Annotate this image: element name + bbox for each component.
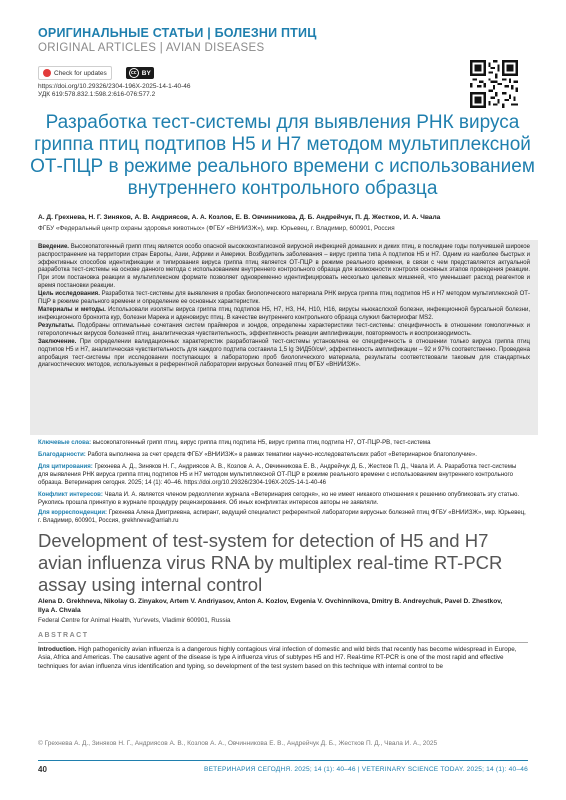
abstract-conclusion: Заключение. При определении валидационных характеристик разработанной тест-системы установлена ее специфичность в отношении только вируса гриппа птиц подтипов Н5 и Н7, аналитическая чувствительность для каждого подтипа составила 1,5 lg ЭИД50/см³, эффективность амплификации – 92 и 97% соответственно. Проведена апробация тест-системы при исследовании поступающих в лабораторию проб биологического материала, результаты соответствовали таковым для стандартных диагностических методов, используемых в референтной лаборатории вирусных болезней птиц ФГБУ «ВНИИЗЖ».: [38, 339, 530, 369]
check-for-updates-button[interactable]: [38, 66, 112, 80]
abstract-methods: Материалы и методы. Использовали изоляты вируса гриппа птиц подтипов Н5, Н7, Н3, Н4, Н10, Н16, вирусы ньюкаслской болезни, инфекционной бурсальной болезни, инфекционного бронхита кур, болезни Марека и аденовирус птиц. В качестве внутреннего контрольного образца служил бактериофаг MS2.: [38, 307, 530, 321]
article-title-en: Development of test-system for detection of H5 and H7 avian influenza virus RNA by multiplex real-time RT-PCR assay using internal control: [38, 530, 503, 595]
abstract-en-text: Introduction. High pathogenicity avian influenza is a dangerous highly contagious viral infection of domestic and wild birds that recently has become widespread in Europe, Asia, Africa and Americas. The causative agent of the disease is type A influenza virus of subtypes H5 and H7. Real-time RT-PCR is one of the most rapid and effective techniques for avian influenza virus identification and typing, so development of the test system based on this technique with internal control to be: [38, 646, 517, 670]
journal-running-footer: ВЕТЕРИНАРИЯ СЕГОДНЯ. 2025; 14 (1): 40–46 | VETERINARY SCIENCE TODAY. 2025; 14 (1): 40–46: [203, 766, 528, 773]
doi-link[interactable]: https://doi.org/10.29326/2304-196X-2025-14-1-40-46: [38, 83, 191, 90]
udk-code: УДК 619:578.832.1:598.2:616-076:577.2: [38, 91, 156, 99]
affiliation-en: Federal Centre for Animal Health, Yur'evets, Vladimir 600901, Russia: [38, 617, 231, 624]
conflict-of-interest-ru: Конфликт интересов: Чвала И. А. является членом редколлегии журнала «Ветеринария сегодня», но не имеет никакого отношения к решению опубликовать эту статью. Рукопись прошла принятую в журнале процедуру рецензирования. Об иных конфликтах интересов авторы не заявляли.: [38, 492, 520, 506]
doi-block: [38, 83, 191, 100]
correspondence-ru: Для корреспонденции: Грехнева Алена Дмитриевна, аспирант, ведущий специалист референтной лаборатории вирусных болезней птиц ФГБУ «ВНИИЗЖ», мкр. Юрьевец, г. Владимир, 600901, Россия, grekhneva@arriah.ru: [38, 510, 526, 524]
abstract-introduction: Введение. Высокопатогенный грипп птиц является особо опасной высококонтагиозной вирусной инфекцией домашних и диких птиц, в последние годы получившей широкое распространение на территории стран Европы, Азии, Африки и Америки. Возбудитель заболевания – вирус гриппа типа А подтипов Н5 и Н7. Одним из наиболее быстрых и эффективных способов идентификации и типирования вируса гриппа птиц является ОТ-ПЦР в режиме реального времени, в связи с чем представляется актуальной разработка тест-системы на основе данного метода с использованием внутреннего контрольного образца для возможности контроля основных этапов проведения реакции. При этом постановка реакции в мультиплексном формате позволяет одновременно идентифицировать несколько целевых мишеней, что уменьшает расход реагентов и время постановки реакции.: [38, 244, 530, 289]
section-title-en: ORIGINAL ARTICLES | AVIAN DISEASES: [38, 42, 265, 54]
abstract-objective: Цель исследования. Разработка тест-системы для выявления в пробах биологического материала РНК вируса гриппа птиц подтипов Н5 и Н7 методом мультиплексной ОТ-ПЦР в режиме реального времени и определение ее основных характеристик.: [38, 291, 530, 305]
abstract-en-divider: [38, 642, 528, 643]
acknowledgements-ru: Благодарности: Работа выполнена за счет средств ФГБУ «ВНИИЗЖ» в рамках тематики научно-исследовательских работ «Ветеринарное благополучие».: [38, 452, 477, 458]
abstract-ru-box: [30, 240, 538, 435]
abstract-en-heading: ABSTRACT: [38, 632, 89, 639]
footer-divider: [38, 760, 528, 761]
qr-code: [470, 60, 518, 108]
license-label: BY: [141, 69, 151, 77]
badges: [38, 66, 154, 80]
check-for-updates-icon: [43, 69, 51, 77]
license-badge[interactable]: [126, 67, 154, 79]
abstract-results: Результаты. Подобраны оптимальные сочетания систем праймеров и зондов, определены характеристики тест-системы: специфичность в отношении гомологичных и гетерологичных вирусов болезней птиц, аналитическая чувствительность, эффективность реакции амплификации, повторяемость и воспроизводимость.: [38, 323, 530, 337]
copyright-line: © Грехнева А. Д., Зиняков Н. Г., Андриясов А. В., Козлов А. А., Овчинникова Е. В., Андрейчук Д. Б., Жестков П. Д., Чвала И. А., 2025: [38, 740, 438, 747]
check-for-updates-label: Check for updates: [54, 69, 107, 77]
creative-commons-icon: cc: [129, 68, 139, 78]
page-number: 40: [38, 765, 47, 774]
abstract-ru-text: [38, 244, 530, 371]
authors-en: Alena D. Grekhneva, Nikolay G. Zinyakov, Artem V. Andriyasov, Anton A. Kozlov, Evgenia V. Ovchinnikova, Dmitry B. Andreychuk, Pavel D. Zhestkov, Ilya A. Chvala: [38, 598, 503, 614]
citation-ru: Для цитирования: Грехнева А. Д., Зиняков Н. Г., Андриясов А. В., Козлов А. А., Овчинникова Е. В., Андрейчук Д. Б., Жестков П. Д., Чвала И. А. Разработка тест-системы для выявления РНК вируса гриппа птиц подтипов Н5 и Н7 методом мультиплексной ОТ-ПЦР в режиме реального времени с использованием внутреннего контрольного образца. Ветеринария сегодня. 2025; 14 (1): 40–46. https://doi.org/10.29326/2304-196X-2025-14-1-40-46: [38, 464, 517, 486]
article-title-ru: Разработка тест-системы для выявления РНК вируса гриппа птиц подтипов Н5 и Н7 методом мультиплексной ОТ-ПЦР в режиме реального времени с использованием внутреннего контрольного образца: [30, 112, 535, 199]
section-title-ru: ОРИГИНАЛЬНЫЕ СТАТЬИ | БОЛЕЗНИ ПТИЦ: [38, 26, 317, 40]
keywords-ru: Ключевые слова: высокопатогенный грипп птиц, вирус гриппа птиц подтипа Н5, вирус гриппа птиц подтипа Н7, ОТ-ПЦР-РВ, тест-система: [38, 440, 431, 446]
affiliation-ru: ФГБУ «Федеральный центр охраны здоровья животных» (ФГБУ «ВНИИЗЖ»), мкр. Юрьевец, г. Владимир, 600901, Россия: [38, 225, 395, 232]
authors-ru: А. Д. Грехнева, Н. Г. Зиняков, А. В. Андриясов, А. А. Козлов, Е. В. Овчинникова, Д. Б. Андрейчук, П. Д. Жестков, И. А. Чвала: [38, 214, 441, 221]
